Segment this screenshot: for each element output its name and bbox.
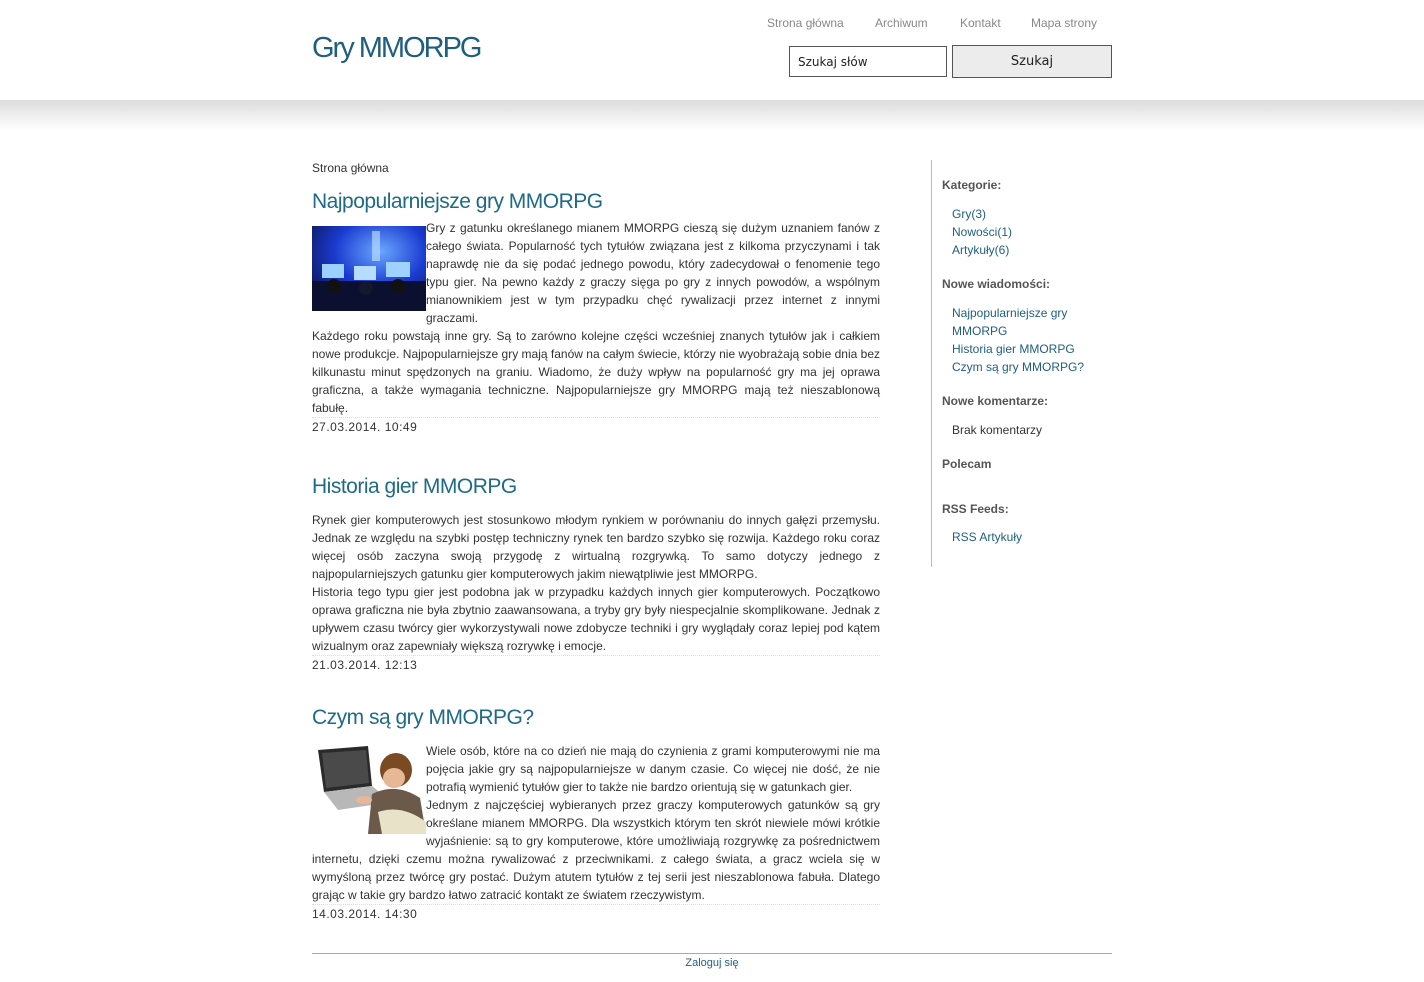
gaming-event-image <box>312 226 426 311</box>
categories-list <box>952 205 1012 259</box>
article-text: Każdego roku powstają inne gry. Są to zarówno kolejne części wcześniej znanych tytułów jak i całkiem nowe produkcje. Najpopularniejsze gry mają fanów na całym świecie, którzy nie wyobrażają sobie dnia bez kilkunastu minut spędzonych na graniu. Wiadomo, że duży wpływ na popularność gry ma jej oprawa graficzna, a także wymagania techniczne. Najpopularniejsze gry MMORPG mają też nieszablonową fabułę. <box>312 329 880 415</box>
rss-list <box>952 528 1022 546</box>
article <box>312 705 880 921</box>
nav-contact[interactable]: Kontakt <box>960 16 1001 30</box>
category-link[interactable]: Artykuły(6) <box>952 243 1010 257</box>
category-link[interactable]: Gry(3) <box>952 207 986 221</box>
comments-text: Brak komentarzy <box>952 423 1043 437</box>
rss-link[interactable]: RSS Artykuły <box>952 530 1023 544</box>
top-navigation <box>0 16 1424 36</box>
sidebar <box>931 160 1112 567</box>
news-link[interactable]: Historia gier MMORPG <box>952 342 1075 356</box>
search-button[interactable]: Szukaj <box>952 45 1112 78</box>
site-header <box>0 0 1424 101</box>
footer <box>0 957 1424 969</box>
nav-home[interactable]: Strona główna <box>767 16 844 30</box>
laptop-boy-image <box>312 742 426 834</box>
header-shadow <box>0 100 1424 130</box>
nav-archive[interactable]: Archiwum <box>875 16 928 30</box>
nav-sitemap[interactable]: Mapa strony <box>1031 16 1098 30</box>
article-date: 27.03.2014. 10:49 <box>312 417 880 434</box>
breadcrumb: Strona główna <box>312 161 389 175</box>
article-text: Jednym z najczęściej wybieranych przez graczy komputerowych gatunków są gry określane mianem MMORPG. Dla wszystkich którym ten skrót niewiele mówi krótkie wyjaśnienie: są to gry komputerowe, które umożliwiają rozgrywkę za pośrednictwem internetu, dzięki czemu można rywalizować z przeciwnikami. z całego świata, a gracz wciela się w wymyśloną przez twórcę gry postać. Dużym atutem tytułów z tej serii jest nieszablonowa fabuła. Dlatego grając w takie gry bardzo łatwo zatracić kontakt ze światem rzeczywistym. <box>312 798 880 902</box>
recommend-heading: Polecam <box>942 457 992 471</box>
site-logo[interactable]: Gry MMORPG <box>312 32 481 64</box>
categories-heading: Kategorie: <box>942 178 1002 192</box>
article-date: 21.03.2014. 12:13 <box>312 655 880 672</box>
article <box>312 189 880 434</box>
search-input[interactable] <box>789 46 947 77</box>
news-link[interactable]: Czym są gry MMORPG? <box>952 360 1085 374</box>
article-title[interactable]: Najpopularniejsze gry MMORPG <box>312 190 603 213</box>
news-link[interactable]: Najpopularniejsze gry MMORPG <box>952 306 1068 338</box>
article-title[interactable]: Historia gier MMORPG <box>312 475 517 498</box>
article-text: Wiele osób, które na co dzień nie mają do czynienia z grami komputerowymi nie ma pojęcia jakie gry są najpopularniejsze w danym czasie. Co więcej nie dość, że nie potrafią wymienić tytułów gier to także nie bardzo orientują się w gatunkach gier. <box>426 744 880 794</box>
rss-heading: RSS Feeds: <box>942 502 1009 516</box>
category-link[interactable]: Nowości(1) <box>952 225 1013 239</box>
article-text: Rynek gier komputerowych jest stosunkowo młodym rynkiem w porównaniu do innych gałęzi przemysłu. Jednak ze względu na szybki postęp techniczny rynek ten bardzo szybko się rozwija. Każdego roku coraz więcej osób zaczyna swoją przygodę z wirtualną rozgrywką. To samo dotyczy jednego z najpopularniejszych gatunku gier komputerowych jakim niewątpliwie jest MMORPG. <box>312 513 880 581</box>
news-list <box>952 304 1092 376</box>
article-text: Historia tego typu gier jest podobna jak w przypadku każdych innych gier komputerowych. Początkowo oprawa graficzna nie była zbytnio zaawansowana, a tryby gry były niespecjalnie skomplikowane. Jednak z upływem czasu twórcy gier wykorzystywali nowe zdobycze techniki i gry wyglądały coraz lepiej pod kątem wizualnym oraz zapewniały większą rozrywkę i emocje. <box>312 585 880 653</box>
login-link[interactable]: Zaloguj się <box>685 957 739 969</box>
article <box>312 474 880 672</box>
article-title[interactable]: Czym są gry MMORPG? <box>312 706 534 729</box>
article-text: Gry z gatunku określanego mianem MMORPG cieszą się dużym uznaniem fanów z całego świata. Popularność tych tytułów związana jest z kilkoma przyczynami i tak naprawdę nie da się podać jednego powodu, który zadecydował o fenomenie tego typu gier. Na pewno każdy z graczy sięga po gry z innych powodów, a wspólnym mianownikiem jest w tym przypadku chęć rywalizacji przez internet z innymi graczami. <box>426 221 880 325</box>
news-heading: Nowe wiadomości: <box>942 277 1051 291</box>
comments-heading: Nowe komentarze: <box>942 394 1049 408</box>
article-date: 14.03.2014. 14:30 <box>312 904 880 921</box>
footer-divider <box>312 953 1112 954</box>
